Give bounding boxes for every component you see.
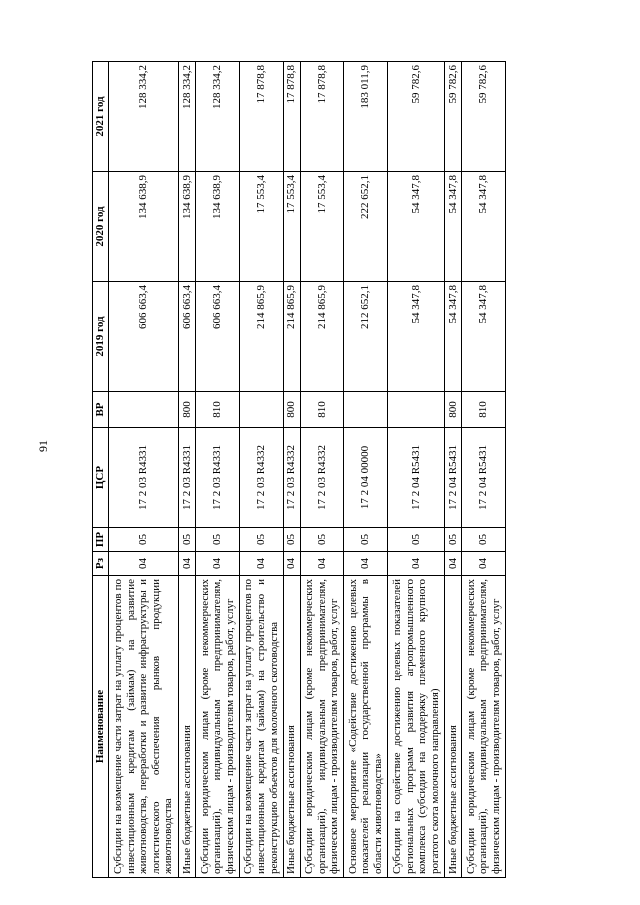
header-csr: ЦСР [93,428,109,528]
table-row [239,62,283,878]
row-csr: 17 2 04 00000 [344,428,388,528]
row-rz: 04 [283,552,300,576]
row-value-2020: 134 638,9 [179,172,196,282]
row-value-2019: 54 347,8 [445,282,462,392]
row-csr: 17 2 03 R4331 [108,428,179,528]
row-value-2021: 59 782,6 [445,62,462,172]
row-rz: 04 [239,552,283,576]
table-row [179,62,196,878]
header-pr: ПР [93,528,109,552]
row-value-2021: 17 878,8 [239,62,283,172]
row-value-2021: 59 782,6 [388,62,445,172]
row-csr: 17 2 03 R4331 [179,428,196,528]
row-vr: 810 [196,392,240,428]
row-vr [108,392,179,428]
row-vr: 800 [445,392,462,428]
header-2019: 2019 год [93,282,109,392]
table-body [108,62,505,878]
header-rz: Рз [93,552,109,576]
row-value-2019: 606 663,4 [196,282,240,392]
page-number: 91 [36,440,50,452]
row-csr: 17 2 03 R4332 [300,428,344,528]
header-vr: ВР [93,392,109,428]
row-value-2020: 222 652,1 [344,172,388,282]
table-row [462,62,506,878]
row-value-2021: 17 878,8 [283,62,300,172]
row-value-2020: 54 347,8 [462,172,506,282]
row-name: Иные бюджетные ассигнования [445,576,462,878]
row-csr: 17 2 04 R5431 [445,428,462,528]
row-vr [344,392,388,428]
row-vr [388,392,445,428]
row-value-2020: 134 638,9 [196,172,240,282]
row-pr: 05 [445,528,462,552]
row-pr: 05 [239,528,283,552]
row-pr: 05 [388,528,445,552]
row-value-2019: 214 865,9 [300,282,344,392]
table-header-row [93,62,109,878]
row-value-2020: 54 347,8 [445,172,462,282]
row-csr: 17 2 04 R5431 [388,428,445,528]
row-csr: 17 2 03 R4331 [196,428,240,528]
header-2020: 2020 год [93,172,109,282]
row-pr: 05 [196,528,240,552]
row-csr: 17 2 03 R4332 [283,428,300,528]
row-pr: 05 [283,528,300,552]
budget-table [92,61,506,878]
row-name: Субсидии юридическим лицам (кроме некоммерческих организаций), индивидуальным предпринимателям, физическим лицам - производителям товаров, работ, услуг [300,576,344,878]
table-row [283,62,300,878]
row-value-2021: 128 334,2 [108,62,179,172]
row-value-2021: 128 334,2 [179,62,196,172]
row-rz: 04 [108,552,179,576]
row-value-2020: 17 553,4 [239,172,283,282]
header-2021: 2021 год [93,62,109,172]
row-value-2019: 214 865,9 [283,282,300,392]
row-value-2021: 183 011,9 [344,62,388,172]
row-value-2019: 214 865,9 [239,282,283,392]
row-vr: 800 [179,392,196,428]
row-pr: 05 [179,528,196,552]
row-value-2019: 212 652,1 [344,282,388,392]
row-rz: 04 [344,552,388,576]
row-value-2021: 17 878,8 [300,62,344,172]
row-name: Иные бюджетные ассигнования [283,576,300,878]
row-name: Субсидии на возмещение части затрат на уплату процентов по инвестиционным кредитам (займам) на развитие животноводства, переработки и развитие инфраструктуры и логистического обеспечения рынков продукции животноводства [108,576,179,878]
row-name: Субсидии на возмещение части затрат на уплату процентов по инвестиционным кредитам (займам) на строительство и реконструкцию объектов для молочного скотоводства [239,576,283,878]
row-pr: 05 [108,528,179,552]
budget-table-container [92,62,506,878]
row-rz: 04 [300,552,344,576]
row-value-2019: 606 663,4 [108,282,179,392]
row-name: Основное мероприятие «Содействие достижению целевых показателей реализации государственной программы в области животноводства» [344,576,388,878]
row-value-2021: 59 782,6 [462,62,506,172]
row-csr: 17 2 04 R5431 [462,428,506,528]
row-pr: 05 [300,528,344,552]
table-row [445,62,462,878]
table-row [344,62,388,878]
row-value-2021: 128 334,2 [196,62,240,172]
row-name: Иные бюджетные ассигнования [179,576,196,878]
row-value-2020: 17 553,4 [300,172,344,282]
row-name: Субсидии юридическим лицам (кроме некоммерческих организаций), индивидуальным предпринимателям, физическим лицам - производителям товаров, работ, услуг [462,576,506,878]
row-value-2019: 606 663,4 [179,282,196,392]
row-rz: 04 [179,552,196,576]
row-value-2020: 54 347,8 [388,172,445,282]
table-row [196,62,240,878]
table-row [388,62,445,878]
row-name: Субсидии юридическим лицам (кроме некоммерческих организаций), индивидуальным предпринимателям, физическим лицам - производителям товаров, работ, услуг [196,576,240,878]
row-rz: 04 [388,552,445,576]
row-rz: 04 [196,552,240,576]
row-pr: 05 [462,528,506,552]
row-value-2020: 134 638,9 [108,172,179,282]
table-row [108,62,179,878]
row-value-2019: 54 347,8 [462,282,506,392]
table-row [300,62,344,878]
row-csr: 17 2 03 R4332 [239,428,283,528]
row-vr: 810 [300,392,344,428]
row-rz: 04 [462,552,506,576]
row-rz: 04 [445,552,462,576]
header-name: Наименование [93,576,109,878]
row-name: Субсидии на содействие достижению целевых показателей региональных программ развития агропромышленного комплекса (субсидии на поддержку племенного крупного рогатого скота молочного направления) [388,576,445,878]
row-pr: 05 [344,528,388,552]
row-value-2020: 17 553,4 [283,172,300,282]
row-vr [239,392,283,428]
row-vr: 800 [283,392,300,428]
row-vr: 810 [462,392,506,428]
row-value-2019: 54 347,8 [388,282,445,392]
